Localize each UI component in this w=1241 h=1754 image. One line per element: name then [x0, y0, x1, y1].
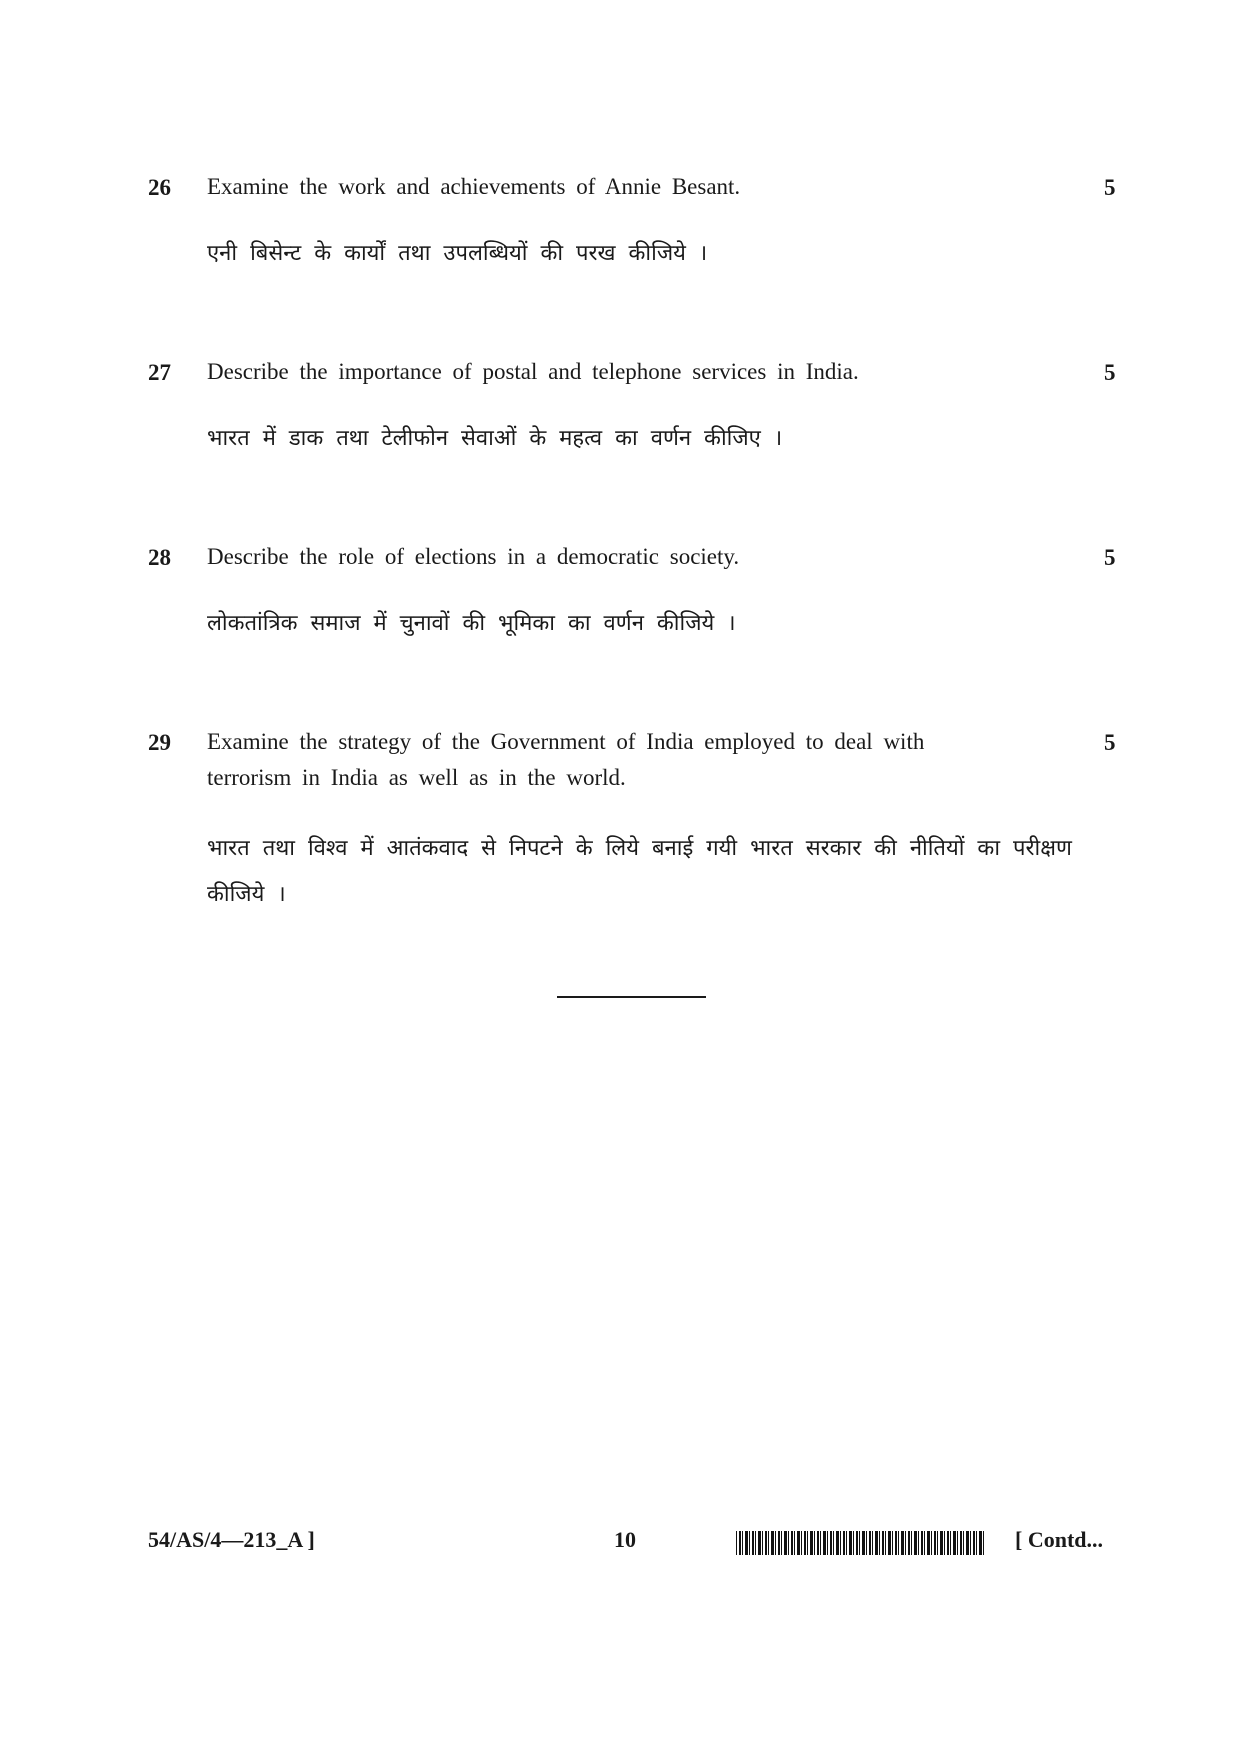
- question-text-english: Examine the work and achievements of Annie Besant.: [207, 174, 741, 199]
- question-text-english: Examine the strategy of the Government of India employed to deal with terrorism in India as well as in the world.: [207, 729, 925, 790]
- question-text-english: Describe the importance of postal and telephone services in India.: [207, 359, 859, 384]
- question-marks: 5: [1104, 545, 1116, 570]
- section-divider: [557, 996, 706, 998]
- question-text-hindi: भारत में डाक तथा टेलीफोन सेवाओं के महत्व का वर्णन कीजिए ।: [207, 426, 783, 451]
- question-number: 27: [148, 360, 171, 385]
- paper-code: 54/AS/4—213_A ]: [148, 1527, 315, 1552]
- question-text-hindi: एनी बिसेन्ट के कार्यों तथा उपलब्धियों की परख कीजिये ।: [207, 241, 708, 266]
- question-number: 28: [148, 545, 171, 570]
- question-marks: 5: [1104, 175, 1116, 200]
- question-text-hindi: लोकतांत्रिक समाज में चुनावों की भूमिका का वर्णन कीजिये ।: [207, 611, 736, 636]
- question-number: 29: [148, 730, 171, 755]
- page-footer: [0, 1527, 1241, 1567]
- barcode-image: [736, 1531, 986, 1555]
- continued-marker: [ Contd...: [1015, 1527, 1104, 1552]
- question-marks: 5: [1104, 360, 1116, 385]
- page-number: 10: [614, 1527, 636, 1552]
- question-text-hindi: भारत तथा विश्व में आतंकवाद से निपटने के लिये बनाई गयी भारत सरकार की नीतियों का परीक्षण कीजिये ।: [207, 836, 1072, 907]
- question-text-english: Describe the role of elections in a democratic society.: [207, 544, 740, 569]
- question-marks: 5: [1104, 730, 1116, 755]
- question-number: 26: [148, 175, 171, 200]
